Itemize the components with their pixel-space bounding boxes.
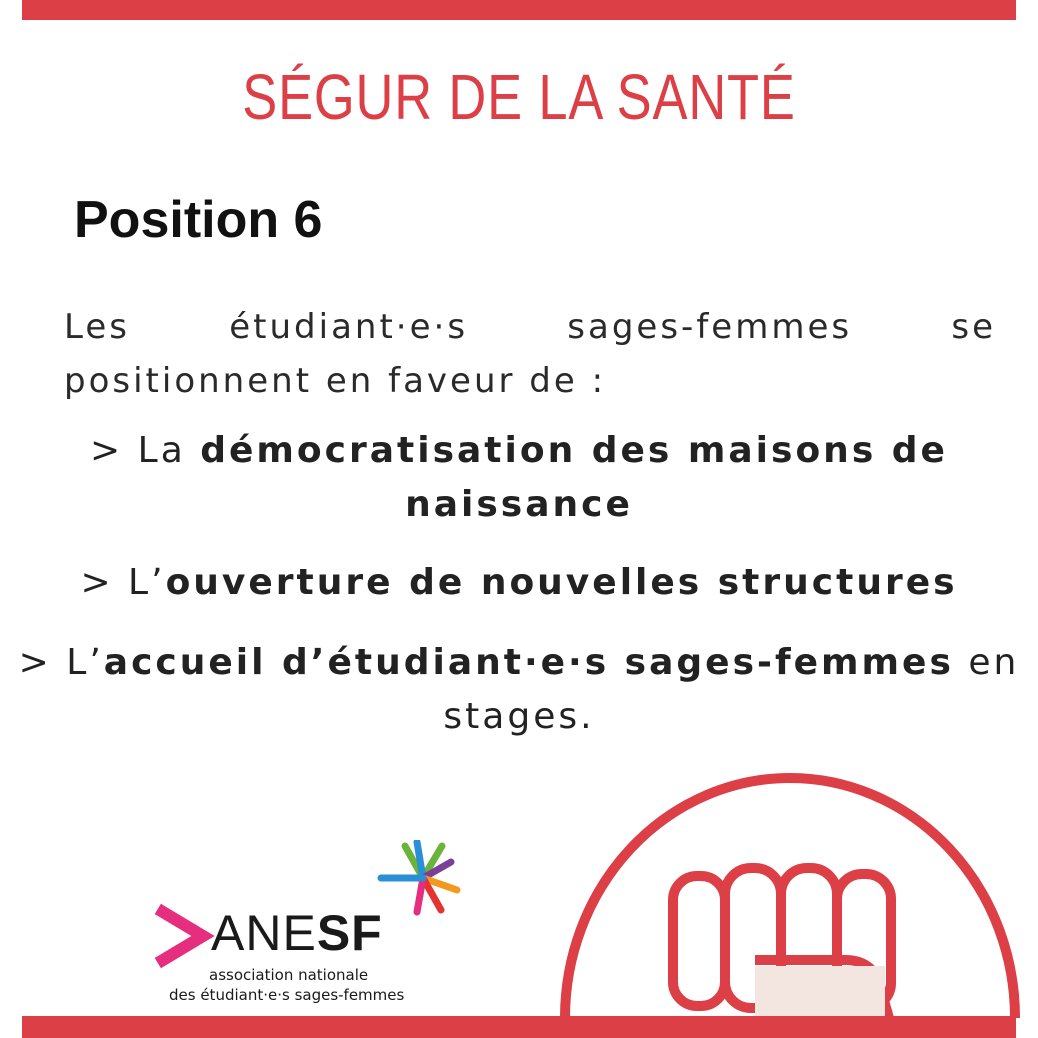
position-heading: Position 6 xyxy=(74,191,323,249)
point-2 xyxy=(0,556,1038,610)
point-2-bold: ouverture de nouvelles structures xyxy=(165,562,958,603)
point-3-bold: accueil d’étudiant·e·s sages-femmes xyxy=(103,642,954,683)
point-3 xyxy=(0,636,1038,744)
bottom-bar xyxy=(22,1016,1016,1038)
page-title: SÉGUR DE LA SANTÉ xyxy=(242,61,796,133)
point-1-bold: démocratisation des maisons de naissance xyxy=(200,430,948,525)
intro-text: Les étudiant·e·s sages-femmes se positionnent en faveur de : xyxy=(64,307,996,401)
logo-tagline-1: association nationale xyxy=(209,966,369,984)
top-bar xyxy=(22,0,1016,20)
logo-wordmark xyxy=(211,905,383,961)
logo-name-light: ANE xyxy=(211,905,317,961)
raised-fist-icon xyxy=(555,768,1025,1018)
point-3-prefix: > L’ xyxy=(18,642,104,683)
point-3-suffix: en stages. xyxy=(443,642,1020,737)
anesf-logo xyxy=(155,840,465,1015)
logo-name-bold: SF xyxy=(316,905,383,961)
raised-fist-emblem xyxy=(555,768,1025,1018)
logo-tagline-2: des étudiant·e·s sages-femmes xyxy=(169,986,405,1004)
point-1 xyxy=(0,424,1038,532)
point-1-prefix: > La xyxy=(90,430,201,471)
point-2-prefix: > L’ xyxy=(80,562,166,603)
